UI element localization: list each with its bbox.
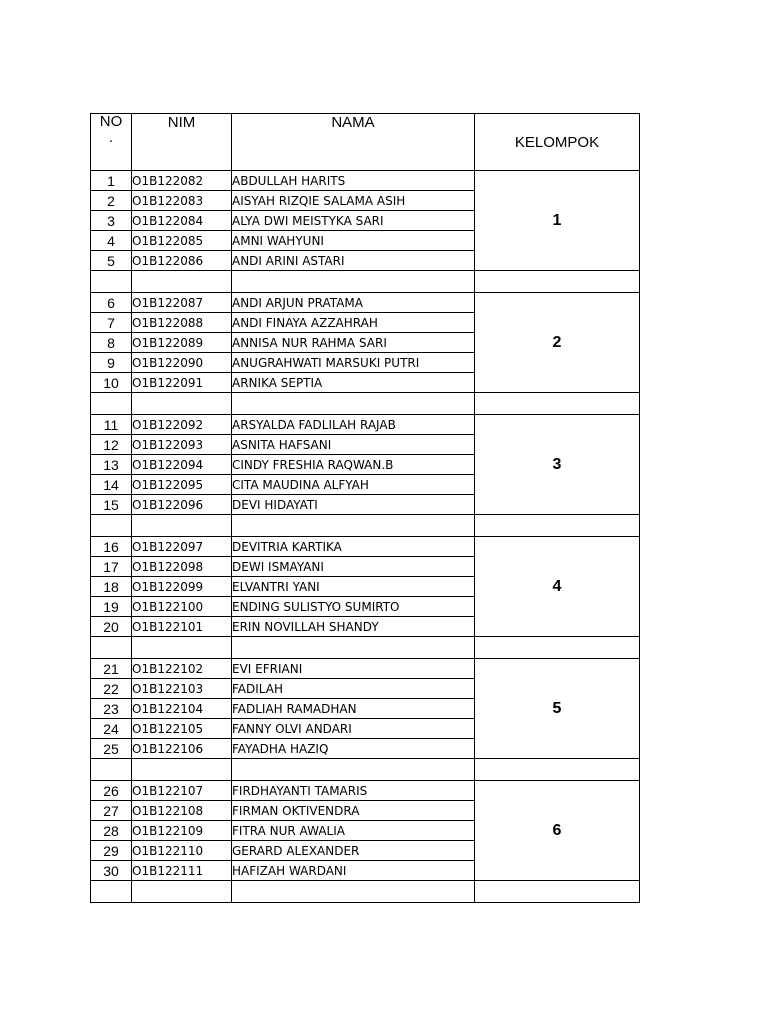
cell-no: 1 — [91, 171, 132, 191]
header-no — [91, 114, 132, 171]
cell-nama: ALYA DWI MEISTYKA SARI — [232, 211, 475, 231]
spacer-cell — [91, 637, 132, 659]
spacer-cell — [232, 393, 475, 415]
cell-nama: ANDI ARJUN PRATAMA — [232, 293, 475, 313]
cell-nama: EVI EFRIANI — [232, 659, 475, 679]
cell-nim: O1B122089 — [132, 333, 232, 353]
cell-nama: FANNY OLVI ANDARI — [232, 719, 475, 739]
spacer-cell — [475, 637, 640, 659]
cell-no: 22 — [91, 679, 132, 699]
cell-nama: DEVI HIDAYATI — [232, 495, 475, 515]
spacer-cell — [91, 881, 132, 903]
header-nim — [132, 114, 232, 171]
cell-nim: O1B122104 — [132, 699, 232, 719]
spacer-cell — [91, 515, 132, 537]
spacer-row — [91, 637, 640, 659]
cell-no: 30 — [91, 861, 132, 881]
group-roster-table — [90, 113, 640, 903]
spacer-row — [91, 881, 640, 903]
spacer-row — [91, 515, 640, 537]
spacer-cell — [475, 271, 640, 293]
cell-nim: O1B122083 — [132, 191, 232, 211]
spacer-cell — [475, 759, 640, 781]
header-kelompok — [475, 114, 640, 171]
spacer-cell — [91, 759, 132, 781]
cell-nama: GERARD ALEXANDER — [232, 841, 475, 861]
cell-nama: DEWI ISMAYANI — [232, 557, 475, 577]
cell-nim: O1B122103 — [132, 679, 232, 699]
cell-nim: O1B122095 — [132, 475, 232, 495]
cell-nama: ABDULLAH HARITS — [232, 171, 475, 191]
header-nama — [232, 114, 475, 171]
cell-no: 18 — [91, 577, 132, 597]
cell-nim: O1B122093 — [132, 435, 232, 455]
cell-nim: O1B122091 — [132, 373, 232, 393]
cell-nama: FIRMAN OKTIVENDRA — [232, 801, 475, 821]
table-row — [91, 293, 640, 313]
spacer-row — [91, 759, 640, 781]
spacer-cell — [475, 515, 640, 537]
cell-nim: O1B122111 — [132, 861, 232, 881]
cell-no: 23 — [91, 699, 132, 719]
table-body — [91, 171, 640, 903]
cell-nim: O1B122088 — [132, 313, 232, 333]
cell-no: 19 — [91, 597, 132, 617]
cell-nama: FITRA NUR AWALIA — [232, 821, 475, 841]
cell-nama: ASNITA HAFSANI — [232, 435, 475, 455]
cell-no: 13 — [91, 455, 132, 475]
cell-nama: FAYADHA HAZIQ — [232, 739, 475, 759]
cell-no: 9 — [91, 353, 132, 373]
cell-nama: AMNI WAHYUNI — [232, 231, 475, 251]
cell-kelompok: 3 — [475, 415, 640, 515]
spacer-cell — [132, 515, 232, 537]
cell-nama: FADLIAH RAMADHAN — [232, 699, 475, 719]
cell-no: 20 — [91, 617, 132, 637]
spacer-cell — [232, 271, 475, 293]
cell-nama: ANNISA NUR RAHMA SARI — [232, 333, 475, 353]
cell-no: 21 — [91, 659, 132, 679]
cell-nama: HAFIZAH WARDANI — [232, 861, 475, 881]
spacer-cell — [91, 393, 132, 415]
cell-nim: O1B122100 — [132, 597, 232, 617]
cell-nim: O1B122090 — [132, 353, 232, 373]
cell-no: 11 — [91, 415, 132, 435]
table-header-row — [91, 114, 640, 171]
cell-nim: O1B122101 — [132, 617, 232, 637]
cell-nama: ARNIKA SEPTIA — [232, 373, 475, 393]
cell-no: 14 — [91, 475, 132, 495]
cell-nama: ENDING SULISTYO SUMIRTO — [232, 597, 475, 617]
cell-no: 8 — [91, 333, 132, 353]
cell-nama: CITA MAUDINA ALFYAH — [232, 475, 475, 495]
cell-no: 27 — [91, 801, 132, 821]
cell-nama: FADILAH — [232, 679, 475, 699]
cell-no: 3 — [91, 211, 132, 231]
cell-no: 17 — [91, 557, 132, 577]
table-row — [91, 781, 640, 801]
header-nama-label: NAMA — [331, 114, 375, 131]
cell-nama: ELVANTRI YANI — [232, 577, 475, 597]
cell-no: 26 — [91, 781, 132, 801]
cell-nim: O1B122094 — [132, 455, 232, 475]
cell-nim: O1B122109 — [132, 821, 232, 841]
cell-no: 10 — [91, 373, 132, 393]
cell-kelompok: 2 — [475, 293, 640, 393]
spacer-row — [91, 271, 640, 293]
cell-nim: O1B122110 — [132, 841, 232, 861]
table-row — [91, 415, 640, 435]
spacer-cell — [232, 515, 475, 537]
spacer-cell — [232, 637, 475, 659]
cell-kelompok: 6 — [475, 781, 640, 881]
cell-no: 16 — [91, 537, 132, 557]
cell-nim: O1B122102 — [132, 659, 232, 679]
cell-nama: ERIN NOVILLAH SHANDY — [232, 617, 475, 637]
cell-nim: O1B122107 — [132, 781, 232, 801]
cell-nim: O1B122105 — [132, 719, 232, 739]
cell-kelompok: 1 — [475, 171, 640, 271]
cell-nama: AISYAH RIZQIE SALAMA ASIH — [232, 191, 475, 211]
spacer-row — [91, 393, 640, 415]
cell-nama: DEVITRIA KARTIKA — [232, 537, 475, 557]
table-row — [91, 659, 640, 679]
cell-no: 29 — [91, 841, 132, 861]
cell-nim: O1B122097 — [132, 537, 232, 557]
header-kelompok-label: KELOMPOK — [514, 133, 600, 151]
cell-nim: O1B122085 — [132, 231, 232, 251]
cell-no: 28 — [91, 821, 132, 841]
spacer-cell — [475, 881, 640, 903]
cell-nama: ARSYALDA FADLILAH RAJAB — [232, 415, 475, 435]
cell-no: 2 — [91, 191, 132, 211]
spacer-cell — [132, 271, 232, 293]
cell-nama: ANDI FINAYA AZZAHRAH — [232, 313, 475, 333]
spacer-cell — [475, 393, 640, 415]
cell-kelompok: 5 — [475, 659, 640, 759]
cell-nim: O1B122086 — [132, 251, 232, 271]
spacer-cell — [132, 881, 232, 903]
cell-nim: O1B122082 — [132, 171, 232, 191]
cell-nama: ANDI ARINI ASTARI — [232, 251, 475, 271]
cell-no: 15 — [91, 495, 132, 515]
cell-nama: CINDY FRESHIA RAQWAN.B — [232, 455, 475, 475]
cell-nama: ANUGRAHWATI MARSUKI PUTRI — [232, 353, 475, 373]
spacer-cell — [91, 271, 132, 293]
spacer-cell — [232, 759, 475, 781]
cell-nim: O1B122098 — [132, 557, 232, 577]
cell-no: 12 — [91, 435, 132, 455]
table-row — [91, 537, 640, 557]
header-no-label: NO . — [99, 113, 123, 146]
cell-nim: O1B122096 — [132, 495, 232, 515]
cell-kelompok: 4 — [475, 537, 640, 637]
cell-no: 6 — [91, 293, 132, 313]
cell-nim: O1B122084 — [132, 211, 232, 231]
cell-no: 4 — [91, 231, 132, 251]
cell-nim: O1B122087 — [132, 293, 232, 313]
cell-no: 5 — [91, 251, 132, 271]
cell-no: 7 — [91, 313, 132, 333]
cell-nim: O1B122108 — [132, 801, 232, 821]
cell-no: 25 — [91, 739, 132, 759]
header-nim-label: NIM — [167, 114, 196, 131]
spacer-cell — [132, 637, 232, 659]
cell-no: 24 — [91, 719, 132, 739]
cell-nim: O1B122092 — [132, 415, 232, 435]
cell-nim: O1B122099 — [132, 577, 232, 597]
spacer-cell — [132, 393, 232, 415]
spacer-cell — [232, 881, 475, 903]
spacer-cell — [132, 759, 232, 781]
cell-nim: O1B122106 — [132, 739, 232, 759]
table-row — [91, 171, 640, 191]
cell-nama: FIRDHAYANTI TAMARIS — [232, 781, 475, 801]
